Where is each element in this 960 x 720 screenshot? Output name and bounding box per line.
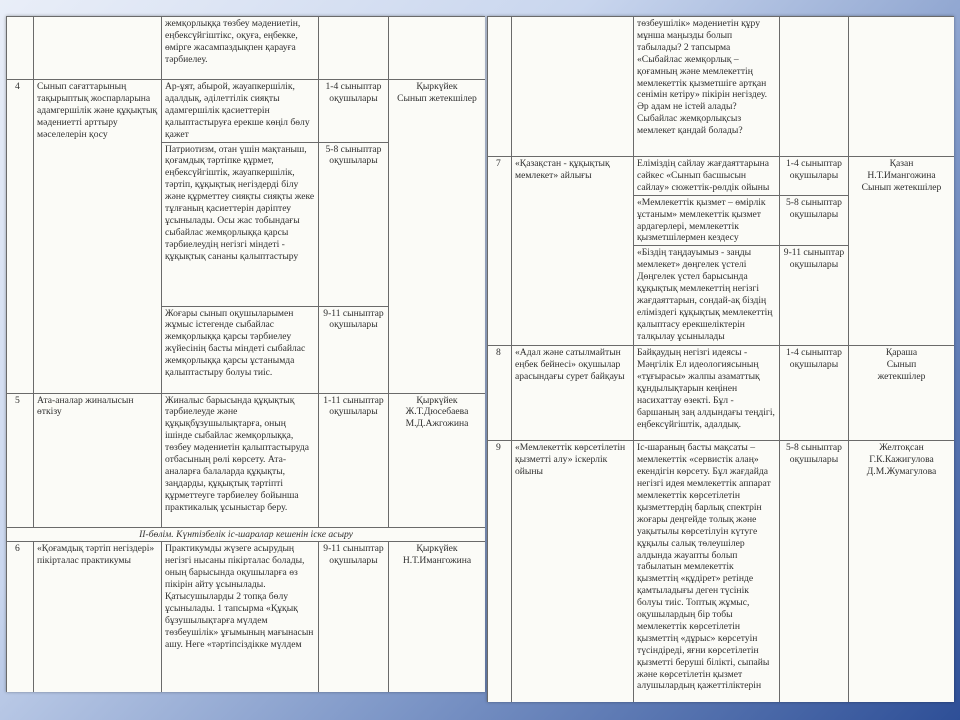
cell-responsible: Сынып [886,359,917,371]
table-row [7,527,486,542]
cell-audience: 5-8 сыныптар оқушылары [319,142,389,306]
cell-number: 8 [488,346,512,441]
cell-time: Қыркүйек [416,81,458,92]
table-row [488,157,955,196]
table-row [7,393,486,527]
cell-audience: 1-4 сыныптар оқушылары [780,157,849,196]
cell-audience: 9-11 сыныптар оқушылары [780,246,849,346]
cell-topic: «Мемлекеттік көрсетілетін қызметті алу» іскерлік ойыны [512,441,634,702]
cell-number: 9 [488,441,512,702]
cell-content: Жиналыс барысында құқықтық тәрбиелеуде және құқықбұзушылықтарға, оның ішінде сыбайлас жемқорлыққа, төзбеу мәдениетін қалыптастыруда отбасының рөлі көрсету. Ата-аналарға балаларда құқықты, заңдарды, құқықтық тәртіпті құрметтеуге тәрбиелеу бойынша практикалық ұсыныстар беру. [162,393,319,527]
cell-time-responsible [389,542,486,692]
cell-responsible: жетекшілер [877,371,926,383]
cell-number: 4 [7,80,34,394]
cell-responsible: Г.К.Кажигулова [869,454,934,466]
cell-responsible: М.Д.Ажгожина [405,418,469,430]
cell-responsible: Сынып жетекшілер [397,92,477,104]
cell-audience: 5-8 сыныптар оқушылары [780,441,849,702]
cell-time-responsible [849,157,955,346]
cell-content: Жоғары сынып оқушыларымен жұмыс істегенде сыбайлас жемқорлыққа қарсы тәрбиелеу жүйесінің басты міндеті сыбайлас жемқорлыққа қарсы ұстанымда қалыптастыру болуы тиіс. [162,306,319,393]
cell-content: Практикумды жүзеге асырудың негізгі нысаны пікірталас болады, оның барысында оқушыларға өз пікірін айту ұсынылады. Қатысушыларды 2 топқа бөлу ұсынылады. 1 тапсырма «Құқық бұзушылықтарға мүлдем төзбеушілік» ұғымының мағынасын ашу. Неге «тәртіпсіздікке мүлдем [162,542,319,692]
cell-responsible: Н.Т.Имангожина [867,169,936,181]
cell-content: Еліміздің сайлау жағдаяттарына сәйкес «Сынып басшысын сайлау» сюжеттік-рөлдік ойыны [634,157,780,196]
cell-topic: Ата-аналар жиналысын өткізу [34,393,162,527]
cell-number: 5 [7,393,34,527]
cell-topic: «Қазақстан - құқықтық мемлекет» айлығы [512,157,634,346]
cell-audience: 1-11 сыныптар оқушылары [319,393,389,527]
cell-time: Қараша [885,347,918,359]
cell-time-responsible [389,80,486,394]
section-title: ІІ-бөлім. Күнтізбелік іс-шаралар кешенін іске асыру [7,527,486,542]
cell-time: Қыркүйек [416,394,458,406]
cell-audience: 1-4 сыныптар оқушылары [319,80,389,143]
cell-content: Байқаудың негізгі идеясы - Мәңгілік Ел идеологиясының «тұғырасы» жалпы азаматтық құндылықтарын кеңінен насихаттау өзекті. Бұл - баршаның заң алдындағы теңдігі, еңбексүйгіштік, адалдық. [634,346,780,441]
document-page-right [487,16,954,702]
table-row [488,17,955,157]
cell-content: Ар-ұят, абырой, жауапкершілік, адалдық, әділеттілік сияқты адамгершілік қасиеттерін қалыптастыруға ерекше көңіл бөлу қажет [162,80,319,143]
plan-table-left [6,16,485,692]
cell-number: 6 [7,542,34,692]
cell-audience: 5-8 сыныптар оқушылары [780,195,849,246]
table-row [7,17,486,80]
cell-time-responsible [389,393,486,527]
cell-topic: «Қоғамдық тәртіп негіздері» пікірталас практикумы [34,542,162,692]
cell-content: жемқорлыққа төзбеу мәдениетін, еңбексүйгіштікс, оқуға, еңбекке, өмірге жасампаздықпен қарауға тәрбиелеу. [162,17,319,80]
table-row [488,346,955,441]
cell-number: 7 [488,157,512,346]
cell-audience: 9-11 сыныптар оқушылары [319,542,389,692]
cell-audience: 1-4 сыныптар оқушылары [780,346,849,441]
plan-table-right [487,16,954,702]
table-row [7,80,486,143]
cell-topic: «Адал және сатылмайтын еңбек бейнесі» оқушылар арасындағы сурет байқауы [512,346,634,441]
cell-topic: Сынып сағаттарының тақырыптық жоспарларына адамгершілік және құқықтық мәдениетті арттыру мәселелерін қосу [34,80,162,394]
cell-audience: 9-11 сыныптар оқушылары [319,306,389,393]
cell-content: «Мемлекеттік қызмет – өмірлік ұстаным» мемлекеттік қызмет ардагерлері, мемлекеттік қызметшілермен кездесу [634,195,780,246]
cell-responsible: Д.М.Жумагулова [866,466,937,478]
cell-time: Желтоқсан [879,442,924,454]
cell-content: Патриотизм, отан үшін мақтаныш, қоғамдық тәртіпке құрмет, еңбексүйгіштік, жауапкершілік, тәртіп, құқықтық негіздерді білу және құрметтеу сияқты сияқты жеке тұлғаның қасиеттерін дәріптеу ұсынылады. Осы жас тобындағы сыбайлас жемқорлыққа қарсы тәрбиелеудің негізгі міндеті - құқықтық сананы қалыптастыру [162,142,319,306]
cell-time-responsible [849,346,955,441]
cell-time: Қыркүйек [416,543,458,555]
cell-content: төзбеушілік» мәдениетін құру мұнша маңызды болып табылады? 2 тапсырма «Сыбайлас жемқорлық – қоғамның және мемлекеттің мемлекеттік қызметшіге артқан сенімін кетіру» пікірін негіздеу. Әр адам не істей алады? Сыбайлас жемқорлықсыз мемлекет қандай болады? [634,17,780,157]
table-row [488,441,955,702]
cell-responsible: Ж.Т.Дюсебаева [405,406,469,418]
cell-responsible: Н.Т.Имангожина [402,555,472,567]
document-page-left [6,16,485,692]
cell-content: Іс-шараның басты мақсаты – мемлекеттік «сервистік алаң» екендігін көрсету. Бұл жағдайда негізгі идея мемлекеттік аппарат мемлекеттік көрсетілетін қызметтердің барлық спектрін жоғары деңгейде толық және уақытылы көрсетілуін күтуге құқылы салық төлеушілер алдында жауапты болып табылатын мемлекеттік қызметтің «құдірет» ретінде қамтыладығы деген түсінік болуы тиіс. Топтық жұмыс, оқушылардың бір тобы мемлекеттік көрсетілетін қызметтің «дұрыс» көрсетуін түсіндіреді, яғни көрсетілетін қызметті беруші білікті, сыпайы және көрсетілетін қызмет алушылардың қажеттіліктерін [634,441,780,702]
cell-time-responsible [849,441,955,702]
cell-responsible: Сынып жетекшілер [861,181,942,193]
cell-content: «Біздің таңдауымыз - заңды мемлекет» дөңгелек үстелі Дөңгелек үстел барысында құқықтық мемлекеттің негізгі жағдаяттарын, сондай-ақ біздің еліміздегі құқықтық мемлекеттің қалыптасу ерекшеліктерін талқылау ұсынылады [634,246,780,346]
cell-time: Қазан [889,158,914,169]
table-row [7,542,486,692]
